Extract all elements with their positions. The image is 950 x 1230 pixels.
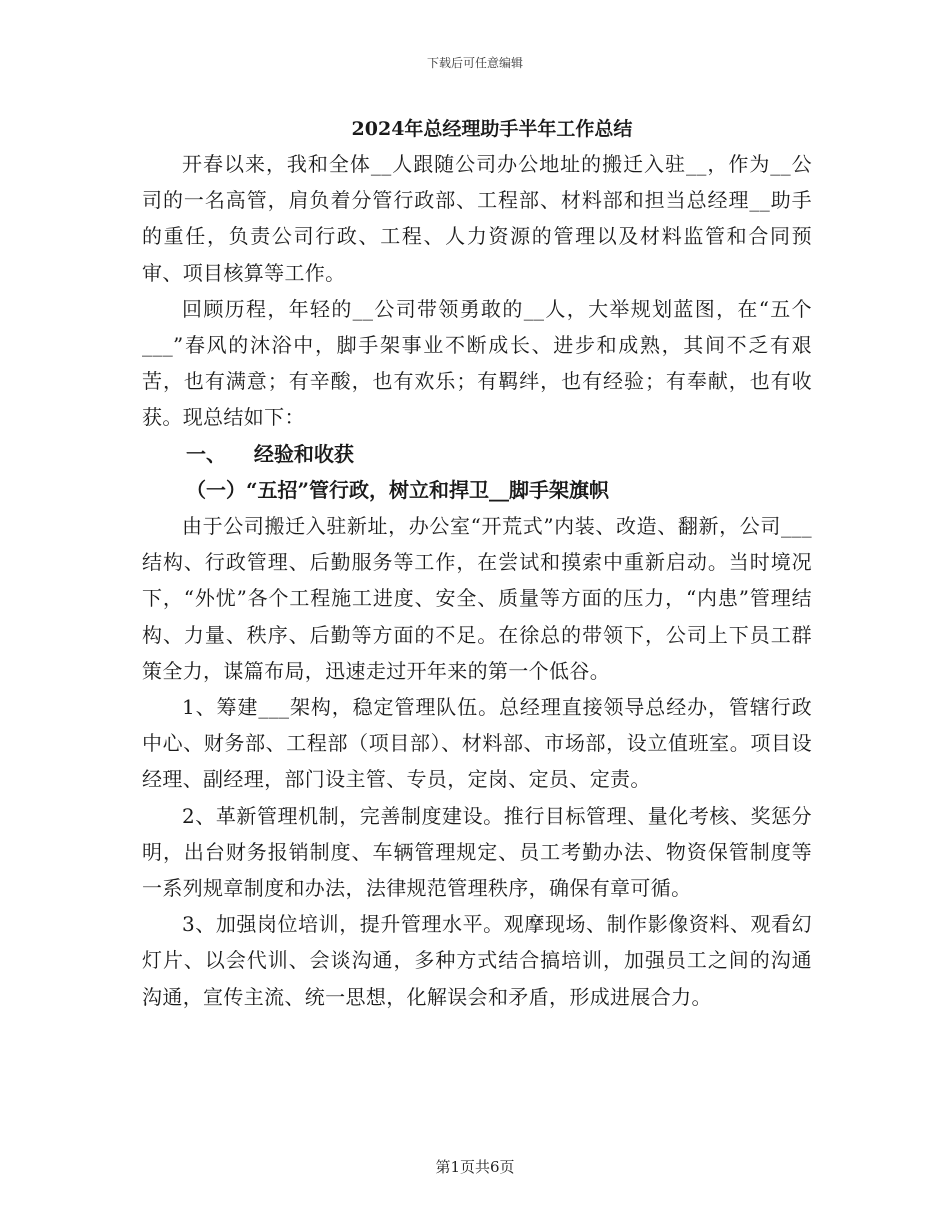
running-header: 下载后可任意编辑 bbox=[426, 56, 523, 70]
body-paragraph-4: 3、加强岗位培训，提升管理水平。观摩现场、制作影像资料、观看幻灯片、以会代训、会谈沟通，多种方式结合搞培训，加强员工之间的沟通沟通，宣传主流、统一思想，化解误会和矛盾，形成进展合力。 bbox=[142, 912, 812, 1009]
intro-paragraph-1: 开春以来，我和全体__人跟随公司办公地址的搬迁入驻__，作为__公司的一名高管，肩负着分管行政部、工程部、材料部和担当总经理__助手的重任，负责公司行政、工程、人力资源的管理以及材料监管和合同预审、项目核算等工作。 bbox=[142, 152, 812, 285]
page-number: 第1页共6页 bbox=[435, 1158, 515, 1176]
body-paragraph-1: 由于公司搬迁入驻新址，办公室“开荒式”内装、改造、翻新，公司___结构、行政管理、后勤服务等工作，在尝试和摸索中重新启动。当时境况下，“外忧”各个工程施工进度、安全、质量等方面的压力，“内患”管理结构、力量、秩序、后勤等方面的不足。在徐总的带领下，公司上下员工群策全力，谋篇布局，迅速走过开年来的第一个低谷。 bbox=[142, 514, 812, 683]
subsection-heading: （一）“五招”管行政，树立和捍卫__脚手架旗帜 bbox=[186, 477, 610, 502]
section-heading: 一、 经验和收获 bbox=[186, 441, 354, 466]
document-title: 2024年总经理助手半年工作总结 bbox=[351, 118, 633, 140]
intro-paragraph-2: 回顾历程，年轻的__公司带领勇敢的__人，大举规划蓝图，在“五个___”春风的沐浴中，脚手架事业不断成长、进步和成熟，其间不乏有艰苦，也有满意；有辛酸，也有欢乐；有羁绊，也有经验；有奉献，也有收获。现总结如下： bbox=[142, 296, 812, 430]
body-paragraph-3: 2、革新管理机制，完善制度建设。推行目标管理、量化考核、奖惩分明，出台财务报销制度、车辆管理规定、员工考勤办法、物资保管制度等一系列规章制度和办法，法律规范管理秩序，确保有章可循。 bbox=[142, 803, 812, 901]
document-body bbox=[142, 112, 812, 1015]
body-paragraph-2: 1、筹建___架构，稳定管理队伍。总经理直接领导总经办，管辖行政中心、财务部、工程部（项目部）、材料部、市场部，设立值班室。项目设经理、副经理，部门设主管、专员，定岗、定员、定责。 bbox=[142, 695, 812, 792]
